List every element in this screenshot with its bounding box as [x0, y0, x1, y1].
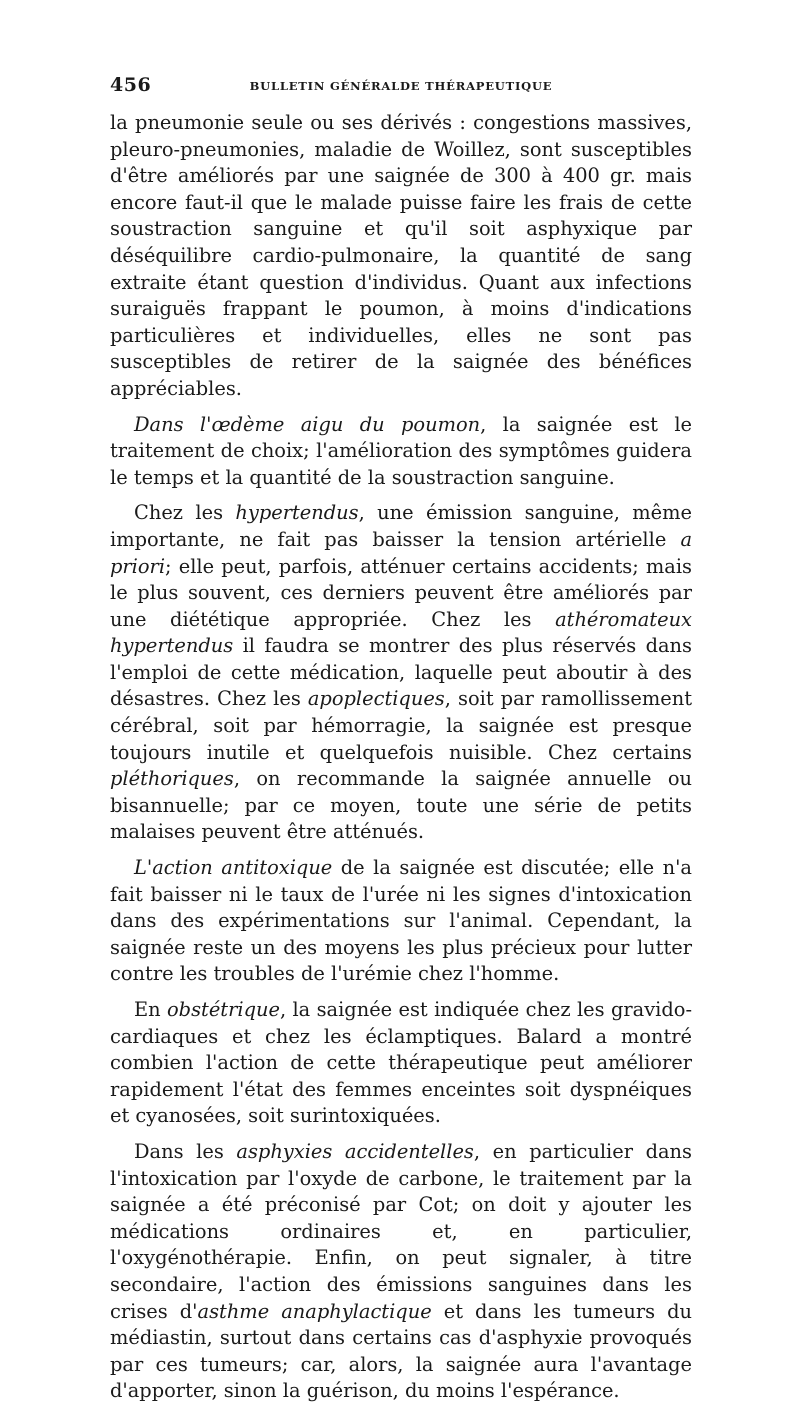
paragraph-text: , soit par ramollissement cérébral, soit par hémorragie, la saignée est presque toujours inutile et quelquefois nuisible. Chez certains	[110, 687, 692, 764]
paragraph-pulmonary-edema	[110, 412, 692, 492]
book-page	[110, 74, 692, 1405]
paragraph-text: , la saignée est indiquée chez les gravido-cardiaques et chez les éclamptiques. Balard a montré combien l'action de cette thérapeutique peut améliorer rapidement l'état des femmes enceintes soit dyspnéiques et cyanosées, soit surintoxiquées.	[110, 998, 692, 1128]
paragraph-text: , en particulier dans l'intoxication par l'oxyde de carbone, le traitement par la saignée a été préconisé par Cot; on doit y ajouter les médications ordinaires et, en particulier, l'oxygénothérapie. Enfin, on peut signaler, à titre secondaire, l'action des émissions sanguines dans les crises d'	[110, 1139, 692, 1323]
paragraph-text: Chez les	[134, 501, 236, 525]
paragraph-text: il faudra se montrer des plus réservés dans l'emploi de cette médication, laquelle peut aboutir à des désastres. Chez les	[110, 634, 692, 711]
italic-term-a-priori: a priori	[110, 527, 692, 578]
paragraph-obstetrics	[110, 997, 692, 1130]
paragraph-text: la pneumonie seule ou ses dérivés : congestions massives, pleuro-pneumonies, maladie de Woillez, sont susceptibles d'être améliorés par une saignée de 300 à 400 gr. mais encore faut-il que le malade puisse faire les frais de cette soustraction sanguine et qu'il soit asphyxique par déséquilibre cardio-pulmonaire, la quantité de sang extraite étant question d'individus. Quant aux infections suraiguës frappant le poumon, à moins d'indications particulières et individuelles, elles ne sont pas susceptibles de retirer de la saignée des bénéfices appréciables.	[110, 111, 692, 400]
paragraph-pneumonia	[110, 110, 692, 403]
paragraph-text: En	[134, 998, 167, 1021]
italic-term-asphyxies-accidentelles: asphyxies accidentelles	[236, 1139, 474, 1163]
italic-term-hypertendus: hypertendus	[235, 501, 359, 525]
italic-term-atheromateux: athéromateux hypertendus	[110, 607, 692, 658]
italic-term-plethoriques: pléthoriques	[110, 767, 234, 791]
paragraph-antitoxic-action	[110, 855, 692, 988]
italic-term-apoplectiques: apoplectiques	[307, 687, 445, 711]
page-number: 456	[110, 74, 152, 96]
paragraph-text: Dans les	[134, 1139, 237, 1163]
italic-term-obstetrique: obstétrique	[167, 998, 280, 1021]
paragraph-text: , on recommande la saignée annuelle ou bisannuelle; par ce moyen, toute une série de petits malaises peuvent être atténués.	[110, 767, 692, 844]
paragraph-asphyxia	[110, 1139, 692, 1405]
paragraph-text: , la saignée est le traitement de choix; l'amélioration des symptômes guidera le temps et la quantité de la soustraction sanguine.	[110, 412, 692, 489]
paragraph-text: et dans les tumeurs du médiastin, surtout dans certains cas d'asphyxie provoqués par ces tumeurs; car, alors, la saignée aura l'avantage d'apporter, sinon la guérison, du moins l'espérance.	[110, 1299, 692, 1403]
article-body	[110, 110, 692, 1405]
paragraph-hypertensives	[110, 500, 692, 846]
italic-term-action-antitoxique: L'action antitoxique	[134, 856, 333, 880]
running-title: BULLETIN GÉNÉRALDE THÉRAPEUTIQUE	[249, 79, 553, 93]
italic-term-acute-pulmonary-edema: Dans l'œdème aigu du poumon	[134, 412, 481, 436]
paragraph-text: ; elle peut, parfois, atténuer certains accidents; mais le plus souvent, ces derniers peuvent être améliorés par une diététique appropriée. Chez les	[110, 554, 692, 631]
italic-term-asthme-anaphylactique: asthme anaphylactique	[197, 1299, 432, 1323]
page-header	[110, 74, 692, 100]
paragraph-text: , une émission sanguine, même importante, ne fait pas baisser la tension artérielle	[110, 501, 692, 551]
paragraph-text: de la saignée est discutée; elle n'a fait baisser ni le taux de l'urée ni les signes d'intoxication dans des expérimentations sur l'animal. Cependant, la saignée reste un des moyens les plus précieux pour lutter contre les troubles de l'urémie chez l'homme.	[110, 856, 692, 986]
